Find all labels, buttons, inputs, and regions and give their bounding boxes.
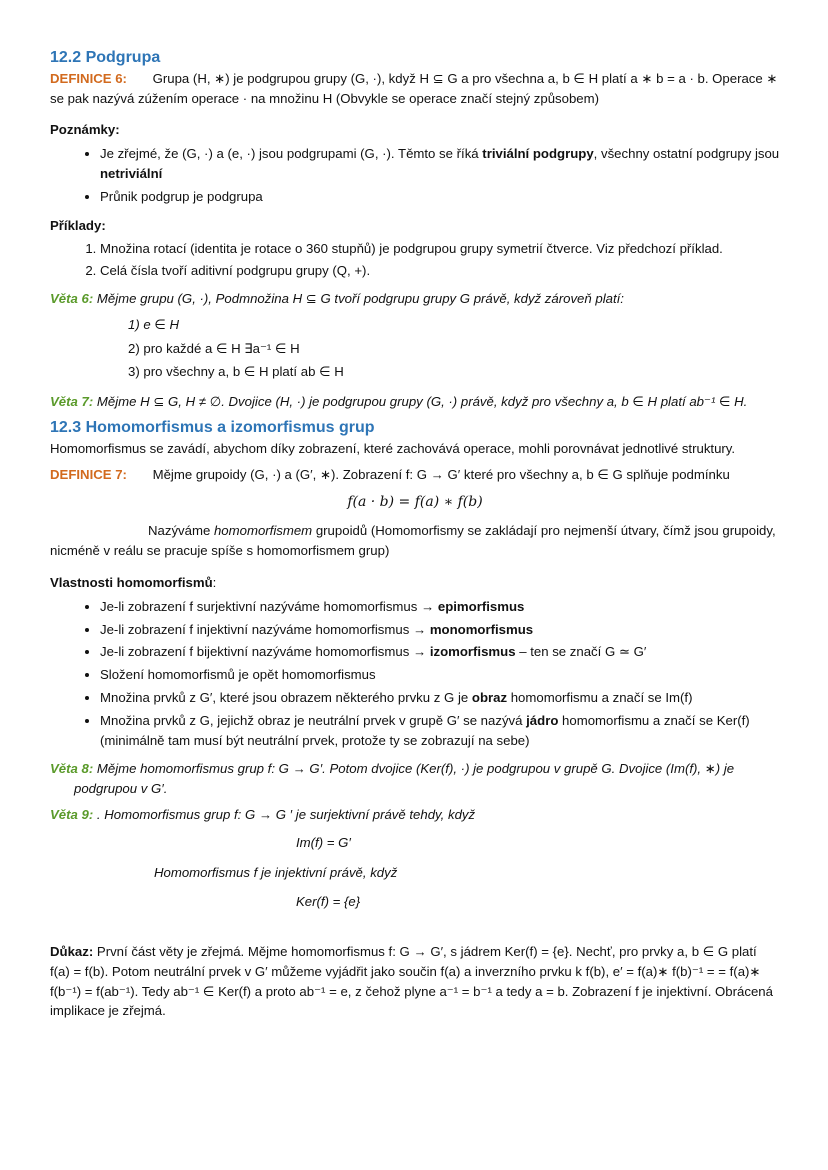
definition-7-label: DEFINICE 7: — [50, 466, 127, 482]
theorem-6: Věta 6: Mějme grupu (G, ·), Podmnožina H ⊆ G tvoří podgrupu grupy G právě, když zároveň platí: — [50, 290, 624, 306]
section-heading-12-2: 12.2 Podgrupa — [50, 49, 161, 66]
theorem-7-label: Věta 7: — [50, 394, 94, 410]
properties-heading: Vlastnosti homomorfismů: — [50, 574, 217, 590]
theorem-6-conditions — [128, 315, 780, 382]
list-item: • Průnik podgrup je podgrupa — [100, 187, 780, 207]
notes-list — [50, 144, 780, 206]
list-item: • Je zřejmé, že (G, ·) a (e, ·) jsou podgrupami (G, ·). Těmto se říká triviální podgrupy, všechny ostatní podgrupy jsou netriviální — [100, 144, 780, 184]
theorem-9-middle: Homomorfismus f je injektivní právě, když — [154, 864, 398, 880]
notes-label: Poznámky: — [50, 122, 120, 138]
list-item: 2. Celá čísla tvoří aditivní podgrupu grupy (Q, +). — [100, 261, 780, 281]
examples-list — [50, 239, 780, 281]
theorem-8-label: Věta 8: — [50, 761, 94, 777]
condition-2: 2) pro každé a ∈ H ∃a⁻¹ ∈ H — [128, 340, 300, 356]
theorem-6-label: Věta 6: — [50, 290, 94, 306]
condition-3: 3) pro všechny a, b ∈ H platí ab ∈ H — [128, 364, 344, 380]
list-item: • Množina prvků z G, jejichž obraz je neutrální prvek v grupě G′ se nazývá jádro homomorfismu a značí se Ker(f) (minimálně tam musí být neutrální prvek, protože ty se zobrazují na sebe) — [100, 711, 780, 751]
theorem-7: Věta 7: Mějme H ⊆ G, H ≠ ∅. Dvojice (H, ·) je podgrupou grupy (G, ·) právě, když pro všechny a, b ∈ H platí ab⁻¹ ∈ H. — [50, 394, 748, 410]
theorem-8: Věta 8: Mějme homomorfismus grup f: G → G′. Potom dvojice (Ker(f), ·) je podgrupou v grupě G. Dvojice (Im(f), ∗) je podgrupou v G′. — [50, 761, 735, 797]
list-item: • Je-li zobrazení f surjektivní nazýváme homomorfismus → epimorfismus — [100, 597, 780, 617]
list-item: 1. Množina rotací (identita je rotace o 360 stupňů) je podgrupou grupy symetrií čtverce. Viz předchozí příklad. — [100, 239, 780, 259]
definition-6 — [50, 69, 780, 109]
theorem-9-equation-1: Im(f) = G′ — [296, 834, 351, 850]
definition-6-text: Grupa (H, ∗) je podgrupou grupy (G, ·), když H ⊆ G a pro všechna a, b ∈ H platí a ∗ b = a · b. Operace ∗ se pak nazývá zúžením operace · na množinu H (Obvykle se operace značí stejný způsobem) — [50, 70, 778, 106]
definition-7-continuation: Nazýváme homomorfismem grupoidů (Homomorfismy se zakládají pro nejmenší útvary, čímž jsou grupoidy, nicméně v reálu se pracuje spíše s homomorfismem grup) — [50, 523, 776, 559]
examples-label: Příklady: — [50, 217, 106, 233]
homomorphism-formula: f(a · b) = f(a) ∗ f(b) — [347, 494, 483, 511]
proof-label: Důkaz: — [50, 944, 94, 960]
list-item: • Je-li zobrazení f bijektivní nazýváme homomorfismus → izomorfismus – ten se značí G ≃ G′ — [100, 642, 780, 662]
proof: Důkaz: První část věty je zřejmá. Mějme homomorfismus f: G → G′, s jádrem Ker(f) = {e}. Nechť, pro prvky a, b ∈ G platí f(a) = f(b). Potom neutrální prvek v G′ můžeme vyjádřit jako součin f(a) a inverzního prvku k f(b), e′ = f(a)∗ f(b)⁻¹ = = f(a)∗ f(b⁻¹) = f(ab⁻¹). Tedy ab⁻¹ ∈ Ker(f) a proto ab⁻¹ = e, z čehož plyne a⁻¹ = b⁻¹ a tedy a = b. Zobrazení f je injektivní. Obrácená implikace je zřejmá. — [50, 944, 773, 1019]
theorem-9: Věta 9: . Homomorfismus grup f: G → G ′ je surjektivní právě tehdy, když — [50, 806, 476, 822]
properties-list — [50, 597, 780, 751]
list-item: • Množina prvků z G′, které jsou obrazem některého prvku z G je obraz homomorfismu a značí se Im(f) — [100, 688, 780, 708]
definition-7: DEFINICE 7: Mějme grupoidy (G, ·) a (G′, ∗). Zobrazení f: G → G′ které pro všechny a, b ∈ G splňuje podmínku — [50, 466, 730, 482]
theorem-9-label: Věta 9: — [50, 806, 94, 822]
section-12-3-intro: Homomorfismus se zavádí, abychom díky zobrazení, které zachovává operace, mohli porovnávat jednotlivé struktury. — [50, 440, 736, 456]
section-heading-12-3: 12.3 Homomorfismus a izomorfismus grup — [50, 418, 375, 436]
theorem-9-equation-2: Ker(f) = {e} — [296, 894, 361, 910]
document-page — [50, 48, 780, 1021]
list-item: • Složení homomorfismů je opět homomorfismus — [100, 665, 780, 685]
list-item: • Je-li zobrazení f injektivní nazýváme homomorfismus → monomorfismus — [100, 620, 780, 640]
condition-1: 1) e ∈ H — [128, 316, 180, 332]
definition-6-label: DEFINICE 6: — [50, 70, 127, 86]
